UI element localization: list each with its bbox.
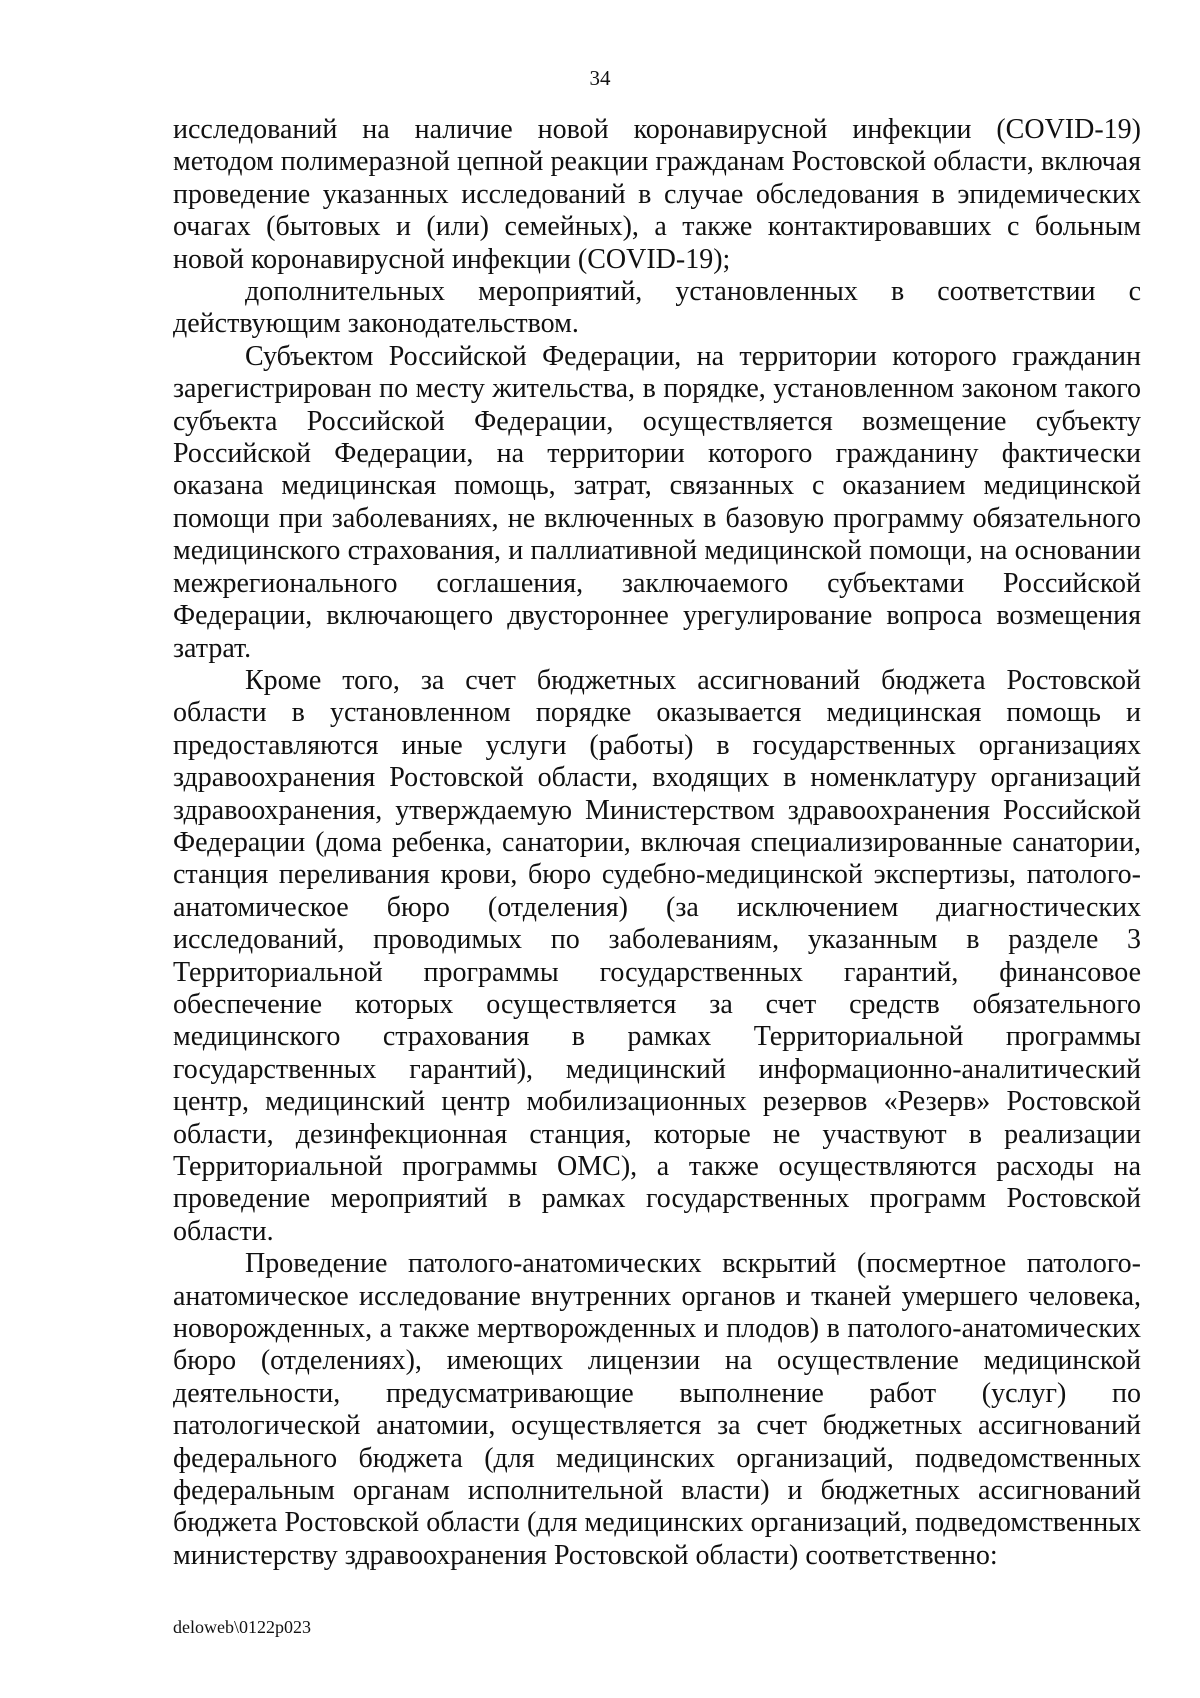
paragraph-1: исследований на наличие новой коронавирусной инфекции (COVID-19) методом полимеразной цепной реакции гражданам Ростовской области, включая проведение указанных исследований в случае обследования в эпидемических очагах (бытовых и (или) семейных), а также контактировавших с больным новой коронавирусной инфекции (COVID-19);: [173, 114, 1141, 275]
paragraph-3: Субъектом Российской Федерации, на территории которого гражданин зарегистрирован по месту жительства, в порядке, установленном законом такого субъекта Российской Федерации, осуществляется возмещение субъекту Российской Федерации, на территории которого гражданину фактически оказана медицинская помощь, затрат, связанных с оказанием медицинской помощи при заболеваниях, не включенных в базовую программу обязательного медицинского страхования, и паллиативной медицинской помощи, на основании межрегионального соглашения, заключаемого субъектами Российской Федерации, включающего двустороннее урегулирование вопроса возмещения затрат.: [173, 340, 1141, 664]
footer-document-code: deloweb\0122p023: [173, 1617, 311, 1637]
paragraph-2: дополнительных мероприятий, установленных в соответствии с действующим законодательством.: [173, 276, 1141, 340]
paragraph-4: Кроме того, за счет бюджетных ассигнований бюджета Ростовской области в установленном порядке оказывается медицинская помощь и предоставляются иные услуги (работы) в государственных организациях здравоохранения Ростовской области, входящих в номенклатуру организаций здравоохранения, утверждаемую Министерством здравоохранения Российской Федерации (дома ребенка, санатории, включая специализированные санатории, станция переливания крови, бюро судебно-медицинской экспертизы, патолого-анатомическое бюро (отделения) (за исключением диагностических исследований, проводимых по заболеваниям, указанным в разделе 3 Территориальной программы государственных гарантий, финансовое обеспечение которых осуществляется за счет средств обязательного медицинского страхования в рамках Территориальной программы государственных гарантий), медицинский информационно-аналитический центр, медицинский центр мобилизационных резервов «Резерв» Ростовской области, дезинфекционная станция, которые не участвуют в реализации Территориальной программы ОМС), а также осуществляются расходы на проведение мероприятий в рамках государственных программ Ростовской области.: [173, 664, 1141, 1247]
paragraph-5: Проведение патолого-анатомических вскрытий (посмертное патолого-анатомическое исследование внутренних органов и тканей умершего человека, новорожденных, а также мертворожденных и плодов) в патолого-анатомических бюро (отделениях), имеющих лицензии на осуществление медицинской деятельности, предусматривающие выполнение работ (услуг) по патологической анатомии, осуществляется за счет бюджетных ассигнований федерального бюджета (для медицинских организаций, подведомственных федеральным органам исполнительной власти) и бюджетных ассигнований бюджета Ростовской области (для медицинских организаций, подведомственных министерству здравоохранения Ростовской области) соответственно:: [173, 1248, 1141, 1571]
document-body: [173, 114, 1141, 1572]
page-number: 34: [589, 66, 611, 90]
